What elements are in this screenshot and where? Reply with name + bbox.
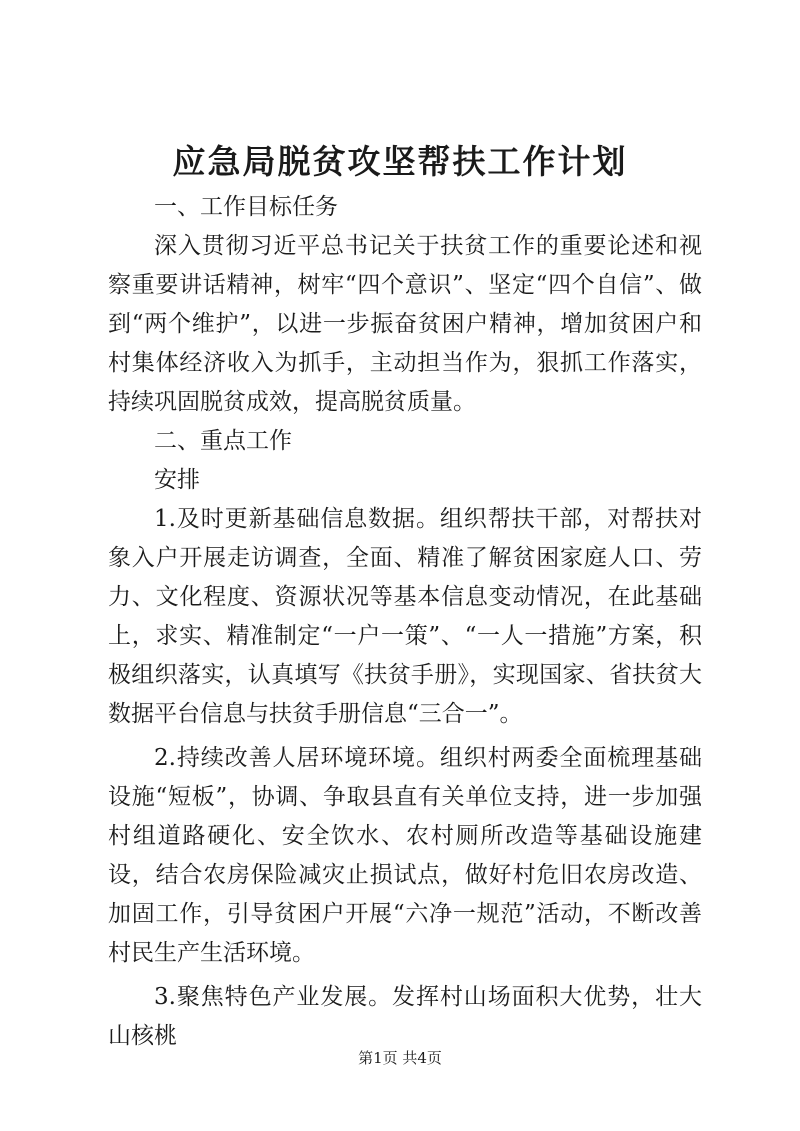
paragraph-item-1: 1.及时更新基础信息数据。组织帮扶干部，对帮扶对象入户开展走访调查，全面、精准了解贫困家庭人口、劳力、文化程度、资源状况等基本信息变动情况，在此基础上，求实、精准制定“一户一策”、“一人一措施”方案，积极组织落实，认真填写《扶贫手册》，实现国家、省扶贫大数据平台信息与扶贫手册信息“三合一”。 [108, 506, 702, 727]
document-title: 应急局脱贫攻坚帮扶工作计划 [172, 142, 628, 181]
section-heading-1: 一、工作目标任务 [154, 194, 338, 220]
document-body [108, 188, 702, 1056]
section-subheading: 安排 [154, 467, 200, 493]
page-footer: 第1页 共4页 [358, 1049, 442, 1067]
section-heading-2: 二、重点工作 [154, 428, 292, 454]
paragraph-goals: 深入贯彻习近平总书记关于扶贫工作的重要论述和视察重要讲话精神，树牢“四个意识”、坚定“四个自信”、做到“两个维护”，以进一步振奋贫困户精神，增加贫困户和村集体经济收入为抓手，主动担当作为，狠抓工作落实，持续巩固脱贫成效，提高脱贫质量。 [108, 233, 702, 415]
paragraph-item-2: 2.持续改善人居环境环境。组织村两委全面梳理基础设施“短板”，协调、争取县直有关单位支持，进一步加强村组道路硬化、安全饮水、农村厕所改造等基础设施建设，结合农房保险减灾止损试点，做好村危旧农房改造、加固工作，引导贫困户开展“六净一规范”活动，不断改善村民生产生活环境。 [108, 745, 702, 966]
paragraph-item-3: 3.聚焦特色产业发展。发挥村山场面积大优势，壮大山核桃 [108, 984, 702, 1049]
